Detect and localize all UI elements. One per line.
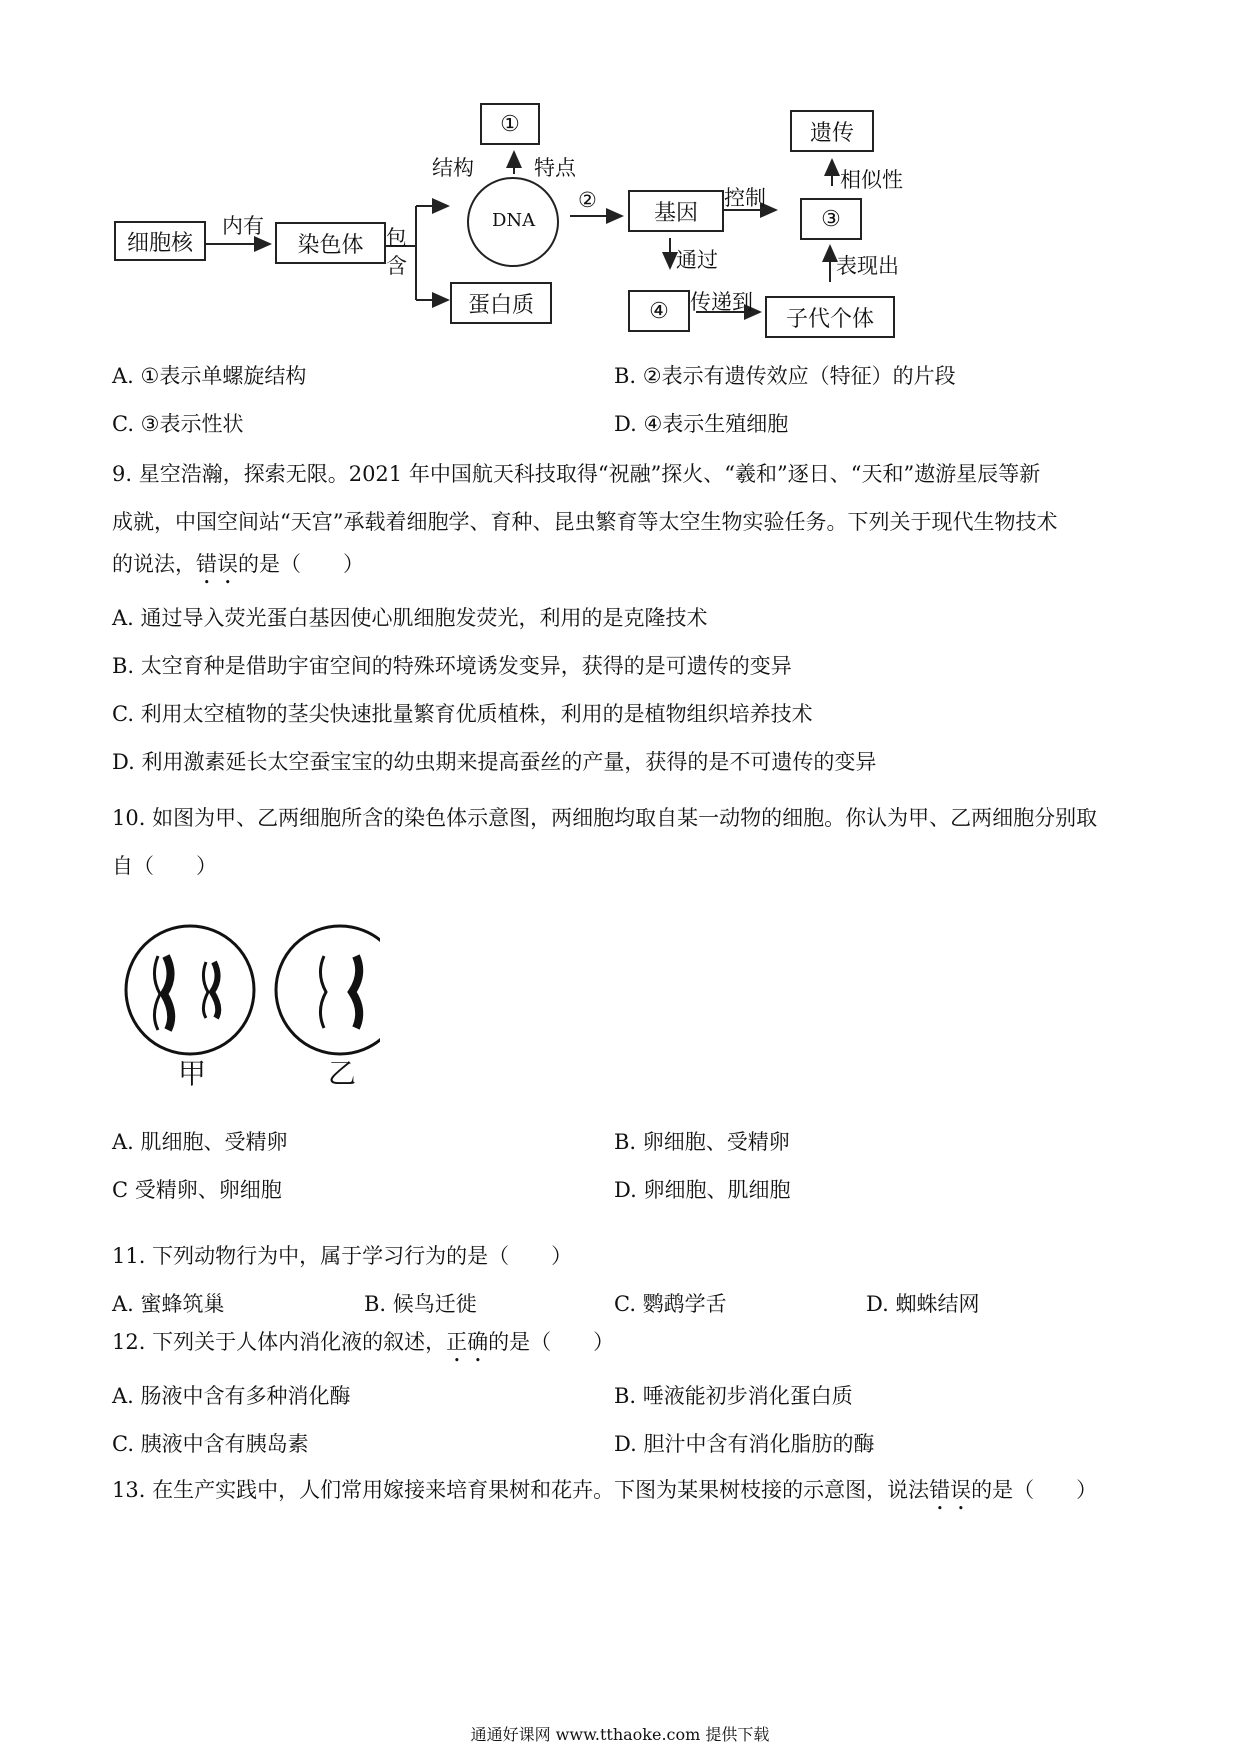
q13-emphasis: 错误 [929,1478,972,1502]
q13-stem-post: 的是（ ） [971,1478,1098,1502]
gene-box [628,190,724,232]
q10-stem-line2: 自（ ） [112,854,217,878]
label-2: ② [578,188,597,212]
q8-option-d: D. ④表示生殖细胞 [614,412,789,436]
q12-emphasis: 正确 [446,1330,489,1354]
label-similarity: 相似性 [840,168,903,192]
cell-yi-circle [276,926,380,1054]
chromosome-box [275,222,386,264]
q10-option-c: C 受精卵、卵细胞 [112,1178,282,1202]
q10-option-a: A. 肌细胞、受精卵 [112,1130,288,1154]
heredity-box [790,110,874,152]
box-3 [800,198,862,240]
offspring-box [765,296,895,338]
protein-box [450,282,552,324]
label-structure: 结构 [432,156,474,180]
q9-emphasis: 错误 [196,552,238,576]
protein-label: 蛋白质 [467,292,534,318]
box-4 [628,290,690,332]
q11-option-b: B. 候鸟迁徙 [364,1292,477,1316]
box-1-label: ① [500,111,520,137]
q9-stem-pre: 的说法， [112,552,196,576]
q9-stem-line3 [112,550,364,589]
q12-option-a: A. 肠液中含有多种消化酶 [112,1384,351,1408]
label-through: 通过 [676,248,718,272]
box-1 [480,103,540,145]
label-contain-1: 包 [386,226,407,250]
cell-jia-circle [126,926,254,1054]
box-3-label: ③ [821,206,841,232]
q8-option-a: A. ①表示单螺旋结构 [112,364,307,388]
q9-option-a: A. 通过导入荧光蛋白基因使心肌细胞发荧光，利用的是克隆技术 [112,606,708,630]
q9-stem-post: 的是（ ） [238,552,364,576]
q11-stem: 11. 下列动物行为中，属于学习行为的是（ ） [112,1244,573,1268]
heredity-label: 遗传 [809,120,854,146]
q12-option-d: D. 胆汁中含有消化脂肪的酶 [614,1432,875,1456]
page-footer: 通通好课网 www.tthaoke.com 提供下载 [470,1725,770,1744]
cell-jia-chromosomes [154,956,218,1030]
dna-label: DNA [492,210,536,231]
q12-option-c: C. 胰液中含有胰岛素 [112,1432,309,1456]
label-control: 控制 [724,186,766,210]
box-4-label: ④ [649,298,669,324]
q12-option-b: B. 唾液能初步消化蛋白质 [614,1384,853,1408]
cell-yi-chromosomes [320,956,359,1028]
label-contain-2: 含 [386,254,407,278]
cell-jia-label: 甲 [178,1057,207,1090]
cell-nucleus-box [114,221,206,261]
offspring-label: 子代个体 [785,306,874,332]
q9-stem-line2: 成就，中国空间站“天宫”承载着细胞学、育种、昆虫繁育等太空生物实验任务。下列关于现代生物技术 [112,510,1058,534]
chromosome-label: 染色体 [297,232,364,258]
q9-option-d: D. 利用激素延长太空蚕宝宝的幼虫期来提高蚕丝的产量，获得的是不可遗传的变异 [112,750,877,774]
q12-stem-post: 的是（ ） [488,1330,615,1354]
cell-yi-label: 乙 [328,1057,357,1090]
q12-stem [112,1328,614,1367]
q11-option-d: D. 蜘蛛结网 [866,1292,980,1316]
q10-stem-line1: 10. 如图为甲、乙两细胞所含的染色体示意图，两细胞均取自某一动物的细胞。你认为甲、乙两细胞分别取 [112,806,1098,830]
q9-stem-line1: 9. 星空浩瀚，探索无限。2021 年中国航天科技取得“祝融”探火、“羲和”逐日、“天和”遨游星辰等新 [112,462,1041,486]
label-pass: 传递到 [690,290,753,314]
q10-option-b: B. 卵细胞、受精卵 [614,1130,790,1154]
label-inside: 内有 [222,214,264,238]
q11-option-c: C. 鹦鹉学舌 [614,1292,727,1316]
q9-option-b: B. 太空育种是借助宇宙空间的特殊环境诱发变异，获得的是可遗传的变异 [112,654,792,678]
label-feature: 特点 [534,156,576,180]
q13-stem-pre: 13. 在生产实践中，人们常用嫁接来培育果树和花卉。下图为某果树枝接的示意图，说法 [112,1478,930,1502]
label-express: 表现出 [836,254,899,278]
cell-nucleus-label: 细胞核 [126,230,193,256]
q9-option-c: C. 利用太空植物的茎尖快速批量繁育优质植株，利用的是植物组织培养技术 [112,702,813,726]
q13-stem [112,1476,1097,1515]
concept-map-arrows [0,0,1240,360]
q10-option-d: D. 卵细胞、肌细胞 [614,1178,791,1202]
q8-option-c: C. ③表示性状 [112,412,244,436]
gene-label: 基因 [653,200,698,226]
q8-option-b: B. ②表示有遗传效应（特征）的片段 [614,364,956,388]
q11-option-a: A. 蜜蜂筑巢 [112,1292,225,1316]
q12-stem-pre: 12. 下列关于人体内消化液的叙述， [112,1330,447,1354]
